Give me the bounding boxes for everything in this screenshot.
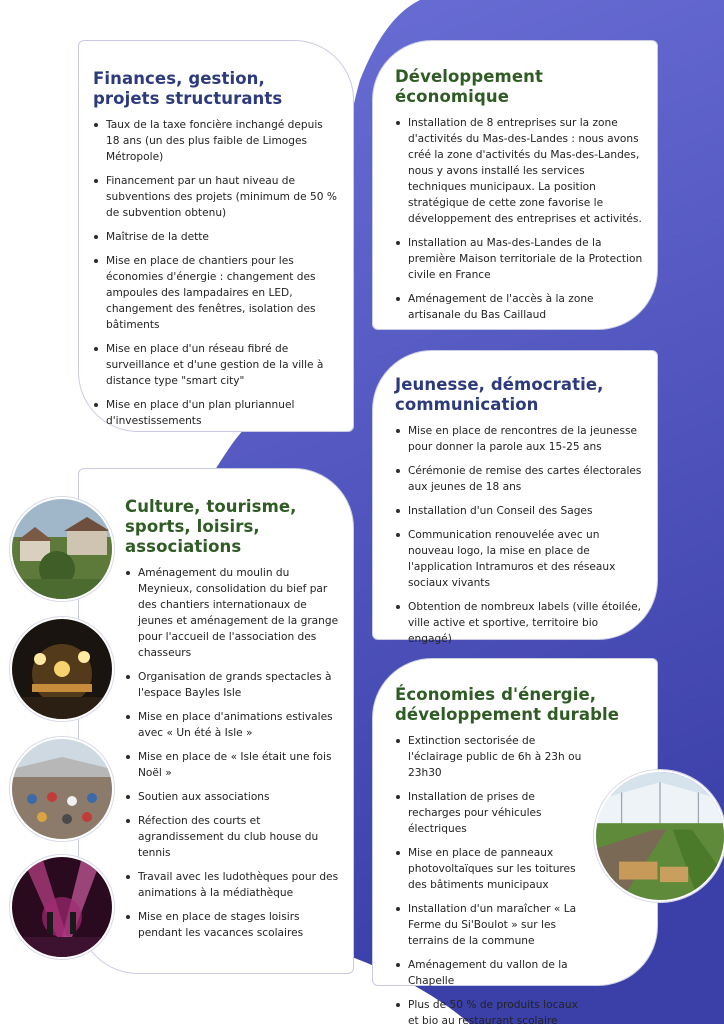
list-item: Communication renouvelée avec un nouveau logo, la mise en place de l'application Intramuros et des réseaux sociaux vivants [395, 527, 645, 591]
card-developpement-list [395, 115, 643, 323]
photo-serre [594, 770, 724, 902]
list-item: Installation d'un Conseil des Sages [395, 503, 645, 519]
photo-moulin [10, 497, 114, 601]
list-item: Travail avec les ludothèques pour des animations à la médiathèque [125, 869, 339, 901]
card-culture-list [125, 565, 339, 941]
card-finances-title: Finances, gestion, projets structurants [93, 69, 283, 108]
list-item: Aménagement du moulin du Meynieux, consolidation du bief par des chantiers internationaux de jeunes et aménagement de la grange pour l'accueil de l'association des chasseurs [125, 565, 339, 661]
list-item: Installation d'un maraîcher « La Ferme du Si'Boulot » sur les terrains de la commune [395, 901, 587, 949]
list-item: Installation au Mas-des-Landes de la première Maison territoriale de la Protection civile en France [395, 235, 643, 283]
card-jeunesse-title: Jeunesse, démocratie, communication [395, 375, 604, 414]
card-finances [78, 40, 354, 432]
list-item: Mise en place de stages loisirs pendant les vacances scolaires [125, 909, 339, 941]
card-finances-list [93, 117, 337, 429]
card-energie-title: Économies d'énergie, développement durable [395, 685, 620, 724]
list-item: Mise en place d'un réseau fibré de surveillance et d'une gestion de la ville à distance type "smart city" [93, 341, 337, 389]
list-item: Réfection des courts et agrandissement du club house du tennis [125, 813, 339, 861]
card-jeunesse-list [395, 423, 645, 647]
photo-fete [10, 737, 114, 841]
list-item: Mise en place d'animations estivales avec « Un été à Isle » [125, 709, 339, 741]
list-item: Mise en place de chantiers pour les économies d'énergie : changement des ampoules des lampadaires en LED, changement des fenêtres, isolation des bâtiments [93, 253, 337, 333]
photo-spectacle [10, 617, 114, 721]
list-item: Aménagement de l'accès à la zone artisanale du Bas Caillaud [395, 291, 643, 323]
list-item: Extinction sectorisée de l'éclairage public de 6h à 23h ou 23h30 [395, 733, 587, 781]
photo-concert [10, 855, 114, 959]
list-item: Installation de prises de recharges pour véhicules électriques [395, 789, 587, 837]
list-item: Financement par un haut niveau de subventions des projets (minimum de 50 % de subvention obtenu) [93, 173, 337, 221]
card-culture [78, 468, 354, 974]
list-item: Cérémonie de remise des cartes électorales aux jeunes de 18 ans [395, 463, 645, 495]
list-item: Obtention de nombreux labels (ville étoilée, ville active et sportive, territoire bio engagé) [395, 599, 645, 647]
list-item: Installation de 8 entreprises sur la zone d'activités du Mas-des-Landes : nous avons créé la zone d'activités du Mas-des-Landes, nous y avons installé les services techniques municipaux. La position stratégique de cette zone favorise le développement des entreprises et activités. [395, 115, 643, 227]
list-item: Organisation de grands spectacles à l'espace Bayles Isle [125, 669, 339, 701]
list-item: Soutien aux associations [125, 789, 339, 805]
card-jeunesse [372, 350, 658, 645]
list-item: Maîtrise de la dette [93, 229, 337, 245]
list-item: Mise en place de « Isle était une fois Noël » [125, 749, 339, 781]
list-item: Taux de la taxe foncière inchangé depuis 18 ans (un des plus faible de Limoges Métropole) [93, 117, 337, 165]
card-energie-list [395, 733, 587, 1029]
card-developpement [372, 40, 658, 330]
card-developpement-title: Développement économique [395, 67, 543, 106]
list-item: Plus de 50 % de produits locaux et bio au restaurant scolaire [395, 997, 587, 1029]
list-item: Mise en place de rencontres de la jeunesse pour donner la parole aux 15-25 ans [395, 423, 645, 455]
list-item: Mise en place de panneaux photovoltaïques sur les toitures des bâtiments municipaux [395, 845, 587, 893]
list-item: Mise en place d'un plan pluriannuel d'investissements [93, 397, 337, 429]
card-culture-title: Culture, tourisme, sports, loisirs, associations [125, 497, 297, 556]
list-item: Aménagement du vallon de la Chapelle [395, 957, 587, 989]
